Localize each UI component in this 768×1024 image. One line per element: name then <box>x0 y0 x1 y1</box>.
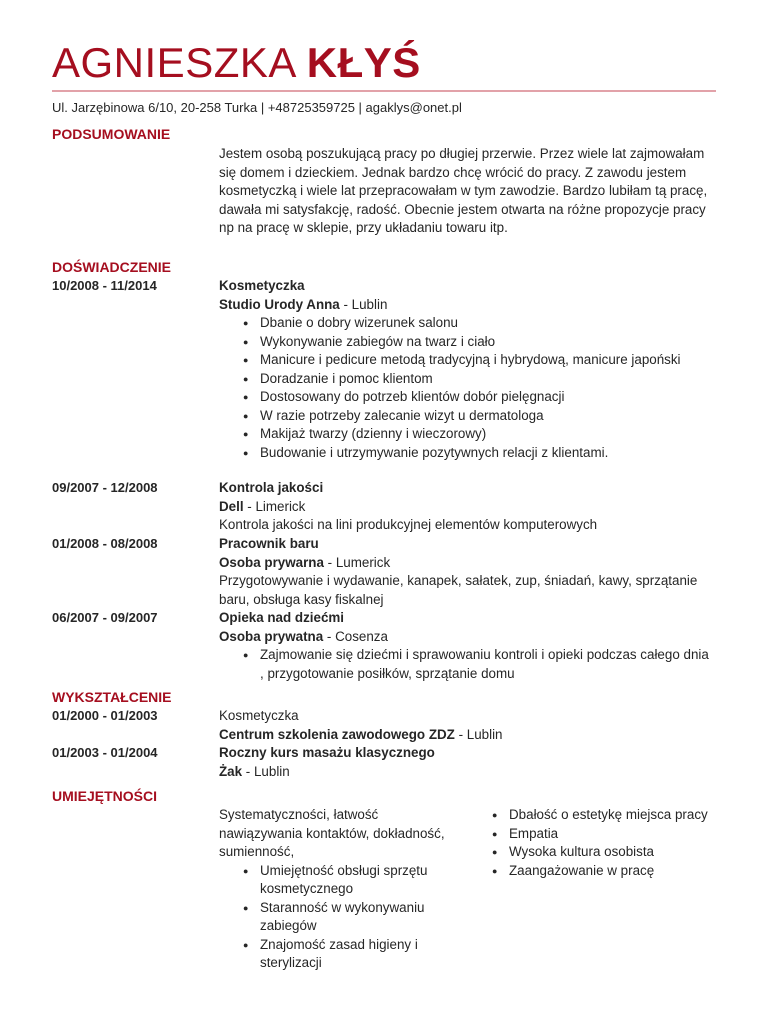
entry-body <box>219 479 709 535</box>
skills-intro: Systematyczności, łatwość nawiązywania kontaktów, dokładność, sumienność, <box>219 807 445 859</box>
section-title-experience: DOŚWIADCZENIE <box>52 259 171 275</box>
candidate-name <box>52 38 421 88</box>
entry-body <box>219 744 709 781</box>
education-school-line <box>219 763 709 782</box>
job-position: Kontrola jakości <box>219 480 324 495</box>
list-item: ● Budowanie i utrzymywanie pozytywnych relacji z klientami. <box>219 444 709 463</box>
section-title-summary: PODSUMOWANIE <box>52 126 171 142</box>
entry-body <box>219 277 709 462</box>
section-title-skills: UMIEJĘTNOŚCI <box>52 788 158 804</box>
job-position: Pracownik baru <box>219 536 319 551</box>
job-position: Opieka nad dziećmi <box>219 610 345 625</box>
skills-list-left <box>219 862 459 973</box>
education-school-line <box>219 726 709 745</box>
job-location: - Cosenza <box>323 628 388 644</box>
education-qualification: Kosmetyczka <box>219 708 299 723</box>
contact-line: Ul. Jarzębinowa 6/10, 20-258 Turka | +48725359725 | agaklys@onet.pl <box>52 100 462 115</box>
education-school: Żak <box>219 763 243 779</box>
job-employer: Studio Urody Anna <box>219 296 340 312</box>
job-description: Przygotowywanie i wydawanie, kanapek, sałatek, zup, śniadań, kawy, sprzątanie baru, obsługa kasy fiskalnej <box>219 573 698 607</box>
education-location: - Lublin <box>454 726 503 742</box>
entry-dates: 10/2008 - 11/2014 <box>52 278 157 293</box>
list-item: ● Manicure i pedicure metodą tradycyjną i hybrydową, manicure japoński <box>219 351 709 370</box>
list-item: ● Dbałość o estetykę miejsca pracy <box>489 806 719 825</box>
skills-list-right <box>489 806 719 880</box>
list-item: ● W razie potrzeby zalecanie wizyt u dermatologa <box>219 407 709 426</box>
skills-right-column <box>489 806 719 880</box>
entry-body <box>219 535 709 609</box>
job-employer: Osoba prywatna <box>219 628 324 644</box>
job-position: Kosmetyczka <box>219 278 305 293</box>
header-divider <box>52 90 716 92</box>
list-item: ● Zajmowanie się dziećmi i sprawowaniu kontroli i opieki podczas całego dnia , przygotowanie posiłków, sprzątanie domu <box>219 646 709 683</box>
job-employer-line <box>219 498 709 517</box>
entry-body <box>219 609 709 683</box>
list-item: ● Makijaż twarzy (dzienny i wieczorowy) <box>219 425 709 444</box>
job-employer-line <box>219 628 709 647</box>
list-item: ● Dostosowany do potrzeb klientów dobór pielęgnacji <box>219 388 709 407</box>
list-item: ● Wysoka kultura osobista <box>489 843 719 862</box>
job-duties-list <box>219 314 709 462</box>
entry-body <box>219 707 709 744</box>
job-location: - Limerick <box>243 498 306 514</box>
entry-dates: 09/2007 - 12/2008 <box>52 480 158 495</box>
education-qualification: Roczny kurs masażu klasycznego <box>219 745 435 760</box>
list-item: ● Wykonywanie zabiegów na twarz i ciało <box>219 333 709 352</box>
list-item: ● Umiejętność obsługi sprzętu kosmetycznego <box>219 862 459 899</box>
summary-text: Jestem osobą poszukującą pracy po długiej przerwie. Przez wiele lat zajmowałam się domem i dzieckiem. Jednak bardzo chcę wrócić do pracy. Z zawodu jestem kosmetyczką i wiele lat przepracowałam w tym zawodzie. Bardzo lubiłam tą pracę, dawała mi satysfakcję, radość. Obecnie jestem otwarta na różne propozycje pracy np na pracę w sklepie, przy układaniu towaru itp. <box>219 146 708 235</box>
job-employer: Osoba prywarna <box>219 554 324 570</box>
section-title-education: WYKSZTAŁCENIE <box>52 689 172 705</box>
job-employer-line <box>219 554 709 573</box>
education-school: Centrum szkolenia zawodowego ZDZ <box>219 726 455 742</box>
last-name: KŁYŚ <box>306 39 421 86</box>
job-employer: Dell <box>219 498 244 514</box>
entry-dates: 06/2007 - 09/2007 <box>52 610 158 625</box>
list-item: ● Staranność w wykonywaniu zabiegów <box>219 899 459 936</box>
list-item: ● Dbanie o dobry wizerunek salonu <box>219 314 709 333</box>
list-item: ● Doradzanie i pomoc klientom <box>219 370 709 389</box>
list-item: ● Empatia <box>489 825 719 844</box>
job-employer-line <box>219 296 709 315</box>
entry-dates: 01/2003 - 01/2004 <box>52 745 158 760</box>
entry-dates: 01/2008 - 08/2008 <box>52 536 158 551</box>
entry-dates: 01/2000 - 01/2003 <box>52 708 158 723</box>
list-item: ● Zaangażowanie w pracę <box>489 862 719 881</box>
education-location: - Lublin <box>242 763 290 779</box>
list-item: ● Znajomość zasad higieny i sterylizacji <box>219 936 459 973</box>
job-description: Kontrola jakości na lini produkcyjnej elementów komputerowych <box>219 517 598 532</box>
job-duties-list <box>219 646 709 683</box>
job-location: - Lumerick <box>323 554 391 570</box>
skills-left-column <box>219 806 459 973</box>
first-name: AGNIESZKA <box>52 39 295 86</box>
job-location: - Lublin <box>339 296 388 312</box>
